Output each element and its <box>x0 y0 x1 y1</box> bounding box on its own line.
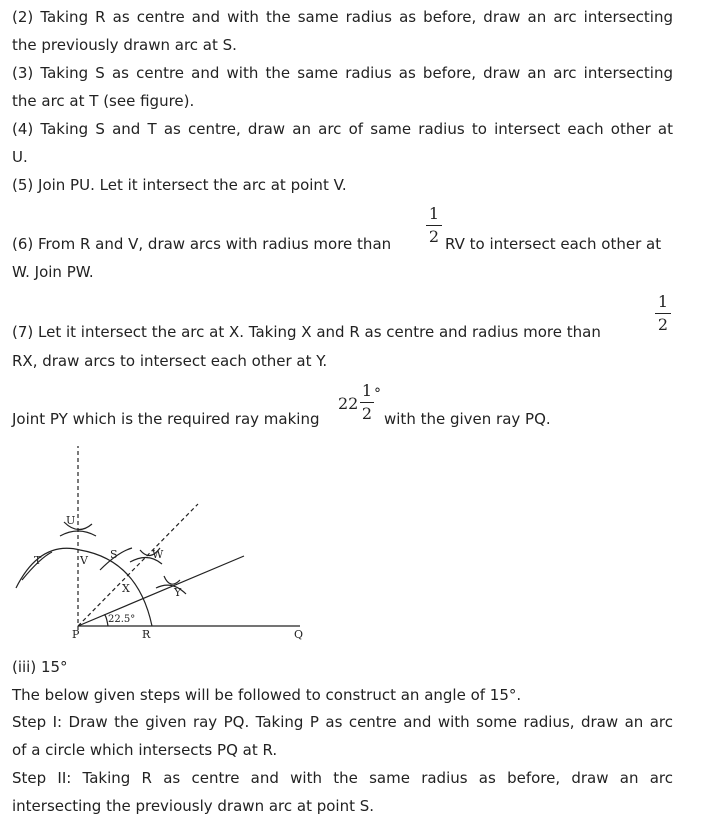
step-2-line-2: the previously drawn arc at S. <box>12 36 237 54</box>
fraction-denominator: 2 <box>657 315 669 334</box>
fraction-numerator: 1 <box>361 381 373 400</box>
fraction-denominator: 2 <box>361 404 373 423</box>
step-7-line-2: RX, draw arcs to intersect each other at Y. <box>12 352 328 370</box>
conclusion-text-a: Joint PY which is the required ray making <box>12 410 320 428</box>
label-x: X <box>122 582 130 595</box>
step-2-line-1: (2) Taking R as centre and with the same radius as before, draw an arc intersecting <box>12 8 673 26</box>
step-3-line-2: the arc at T (see figure). <box>12 92 195 110</box>
step-ii-line-1: Step II: Taking R as centre and with the same radius as before, draw an arc <box>12 769 673 787</box>
step-6-text-a: (6) From R and V, draw arcs with radius more than <box>12 235 392 253</box>
step-i-line-2: of a circle which intersects PQ at R. <box>12 741 278 759</box>
step-5-line: (5) Join PU. Let it intersect the arc at point V. <box>12 176 347 194</box>
dashed-line-pw <box>78 504 198 626</box>
label-t: T <box>34 554 42 567</box>
fraction-bar <box>655 313 671 314</box>
label-v: V <box>80 554 88 567</box>
label-q: Q <box>294 628 304 641</box>
conclusion-text-b: with the given ray PQ. <box>384 410 551 428</box>
step-3-line-1: (3) Taking S as centre and with the same radius as before, draw an arc intersecting <box>12 64 673 82</box>
label-y: Y <box>174 586 182 599</box>
fraction-half-step-6 <box>426 205 442 246</box>
step-ii-line-2: intersecting the previously drawn arc at point S. <box>12 797 375 815</box>
section-iii-heading: (iii) 15° <box>12 658 68 676</box>
fraction-denominator: 2 <box>428 227 440 246</box>
step-4-line-2: U. <box>12 148 28 166</box>
label-angle: 22.5° <box>108 614 136 625</box>
label-r: R <box>142 628 151 641</box>
fraction-half-step-7 <box>655 293 671 334</box>
degree-symbol: ° <box>374 386 381 402</box>
label-s: S <box>110 548 118 561</box>
fraction-numerator: 1 <box>428 204 440 223</box>
mixed-whole: 22 <box>338 394 359 413</box>
fraction-bar <box>360 402 374 403</box>
label-w: W <box>152 548 164 561</box>
fraction-numerator: 1 <box>657 292 669 311</box>
arc-mark-y-2 <box>164 576 180 584</box>
section-iii-intro: The below given steps will be followed to construct an angle of 15°. <box>12 686 522 704</box>
construction-figure <box>0 440 320 650</box>
step-i-line-1: Step I: Draw the given ray PQ. Taking P as centre and with some radius, draw an arc <box>12 713 673 731</box>
step-7-line-1: (7) Let it intersect the arc at X. Taking X and R as centre and radius more than <box>12 323 601 341</box>
step-6-text-b: RV to intersect each other at <box>445 235 662 253</box>
step-6-line-2: W. Join PW. <box>12 263 94 281</box>
fraction-bar <box>426 225 442 226</box>
step-4-line-1: (4) Taking S and T as centre, draw an arc of same radius to intersect each other at <box>12 120 673 138</box>
mixed-fraction <box>360 382 374 423</box>
label-p: P <box>72 628 80 641</box>
label-u: U <box>66 514 76 527</box>
